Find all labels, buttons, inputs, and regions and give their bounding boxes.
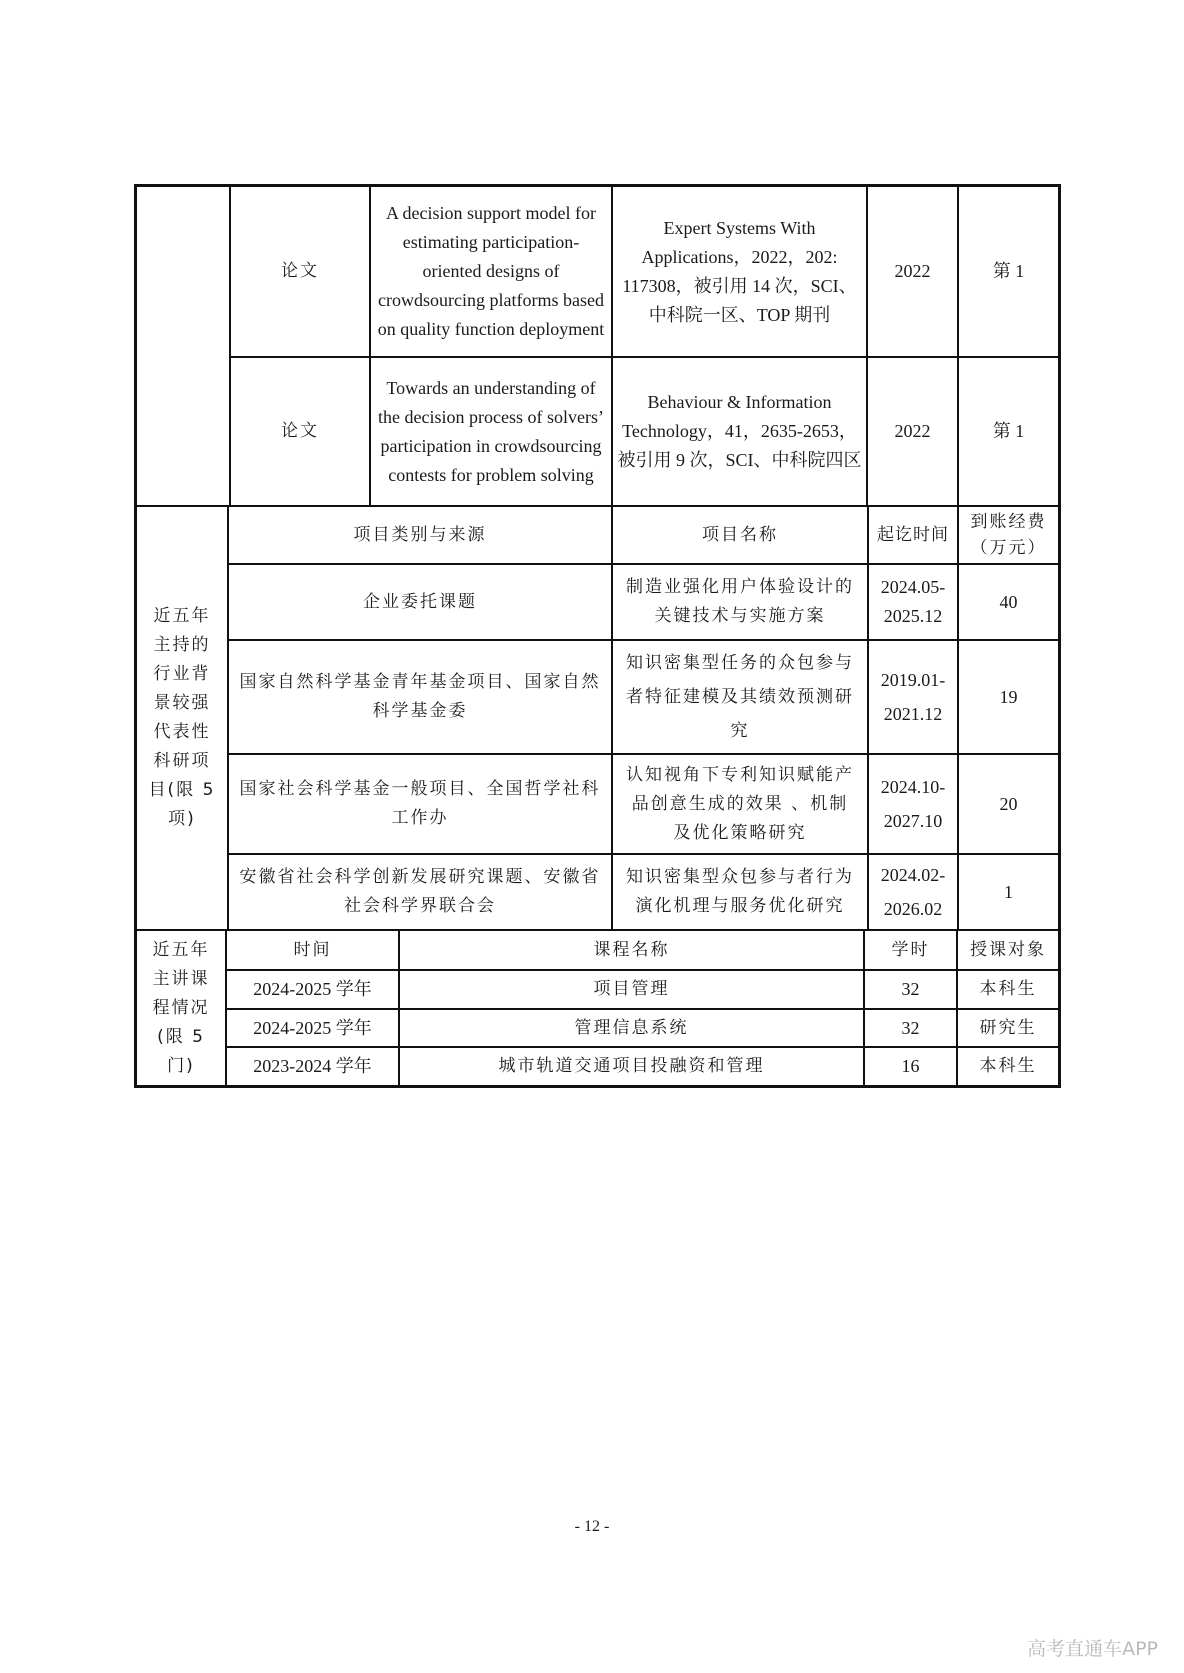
course-name: 管理信息系统	[574, 1017, 689, 1038]
projects-section-label: 近五年主持的行业背景较强代表性科研项目(限 5 项)	[148, 606, 216, 829]
paper-type: 论文	[281, 421, 319, 441]
course-hours: 16	[901, 1056, 920, 1076]
paper-type: 论文	[281, 261, 319, 281]
courses-section-label: 近五年主讲课程情况(限 5 门)	[152, 939, 210, 1076]
course-audience: 研究生	[979, 1017, 1037, 1038]
project-funding: 20	[999, 793, 1018, 814]
header-project-name: 项目名称	[702, 524, 778, 545]
header-course-name: 课程名称	[593, 939, 670, 960]
paper-rank: 第 1	[992, 421, 1025, 441]
project-source: 企业委托课题	[363, 591, 477, 612]
project-funding: 19	[999, 686, 1018, 707]
header-project-period: 起讫时间	[877, 524, 949, 545]
project-source: 安徽省社会科学创新发展研究课题、安徽省社会科学界联合会	[239, 867, 601, 916]
project-period: 2024.02-2026.02	[880, 865, 946, 919]
project-name: 知识密集型任务的众包参与者特征建模及其绩效预测研究	[626, 653, 854, 741]
course-time: 2024-2025 学年	[253, 979, 372, 999]
project-funding: 1	[1004, 881, 1013, 902]
course-audience: 本科生	[979, 1056, 1037, 1076]
paper-title: A decision support model for estimating participation-oriented designs of crowdsourcing platforms based on quality function deployment	[377, 203, 605, 339]
project-period: 2019.01-2021.12	[880, 670, 946, 724]
course-time: 2024-2025 学年	[253, 1017, 372, 1038]
project-name: 知识密集型众包参与者行为演化机理与服务优化研究	[626, 867, 854, 916]
page-number: - 12 -	[574, 1518, 610, 1535]
header-course-audience: 授课对象	[970, 939, 1046, 960]
course-time: 2023-2024 学年	[253, 1056, 372, 1076]
project-period: 2024.10-2027.10	[880, 777, 946, 831]
header-course-hours: 学时	[891, 939, 930, 960]
header-project-funding: 到账经费（万元）	[970, 512, 1047, 558]
paper-venue: Expert Systems With Applications，2022，202: 117308，被引用 14 次，SCI、中科院一区、TOP 期刊	[622, 217, 857, 325]
header-course-time: 时间	[293, 939, 332, 960]
paper-rank: 第 1	[992, 261, 1025, 281]
header-project-source: 项目类别与来源	[353, 524, 487, 545]
course-name: 城市轨道交通项目投融资和管理	[498, 1056, 765, 1076]
paper-year: 2022	[894, 421, 931, 441]
project-funding: 40	[999, 591, 1018, 612]
paper-title: Towards an understanding of the decision process of solvers’ participation in crowdsourcing contests for problem solving	[378, 377, 604, 485]
project-name: 认知视角下专利知识赋能产品创意生成的效果 、机制及优化策略研究	[626, 764, 854, 843]
project-name: 制造业强化用户体验设计的关键技术与实施方案	[626, 577, 854, 626]
course-audience: 本科生	[979, 979, 1037, 999]
project-period: 2024.05-2025.12	[880, 577, 946, 626]
course-hours: 32	[901, 979, 920, 999]
project-source: 国家自然科学基金青年基金项目、国家自然科学基金委	[239, 672, 601, 721]
paper-venue: Behaviour & Information Technology，41，2635-2653，被引用 9 次，SCI、中科院四区	[617, 392, 862, 470]
paper-year: 2022	[894, 261, 931, 281]
watermark: 高考直通车APP	[1027, 1638, 1158, 1660]
project-source: 国家社会科学基金一般项目、全国哲学社科工作办	[239, 779, 601, 828]
course-name: 项目管理	[593, 979, 670, 999]
course-hours: 32	[901, 1017, 920, 1038]
